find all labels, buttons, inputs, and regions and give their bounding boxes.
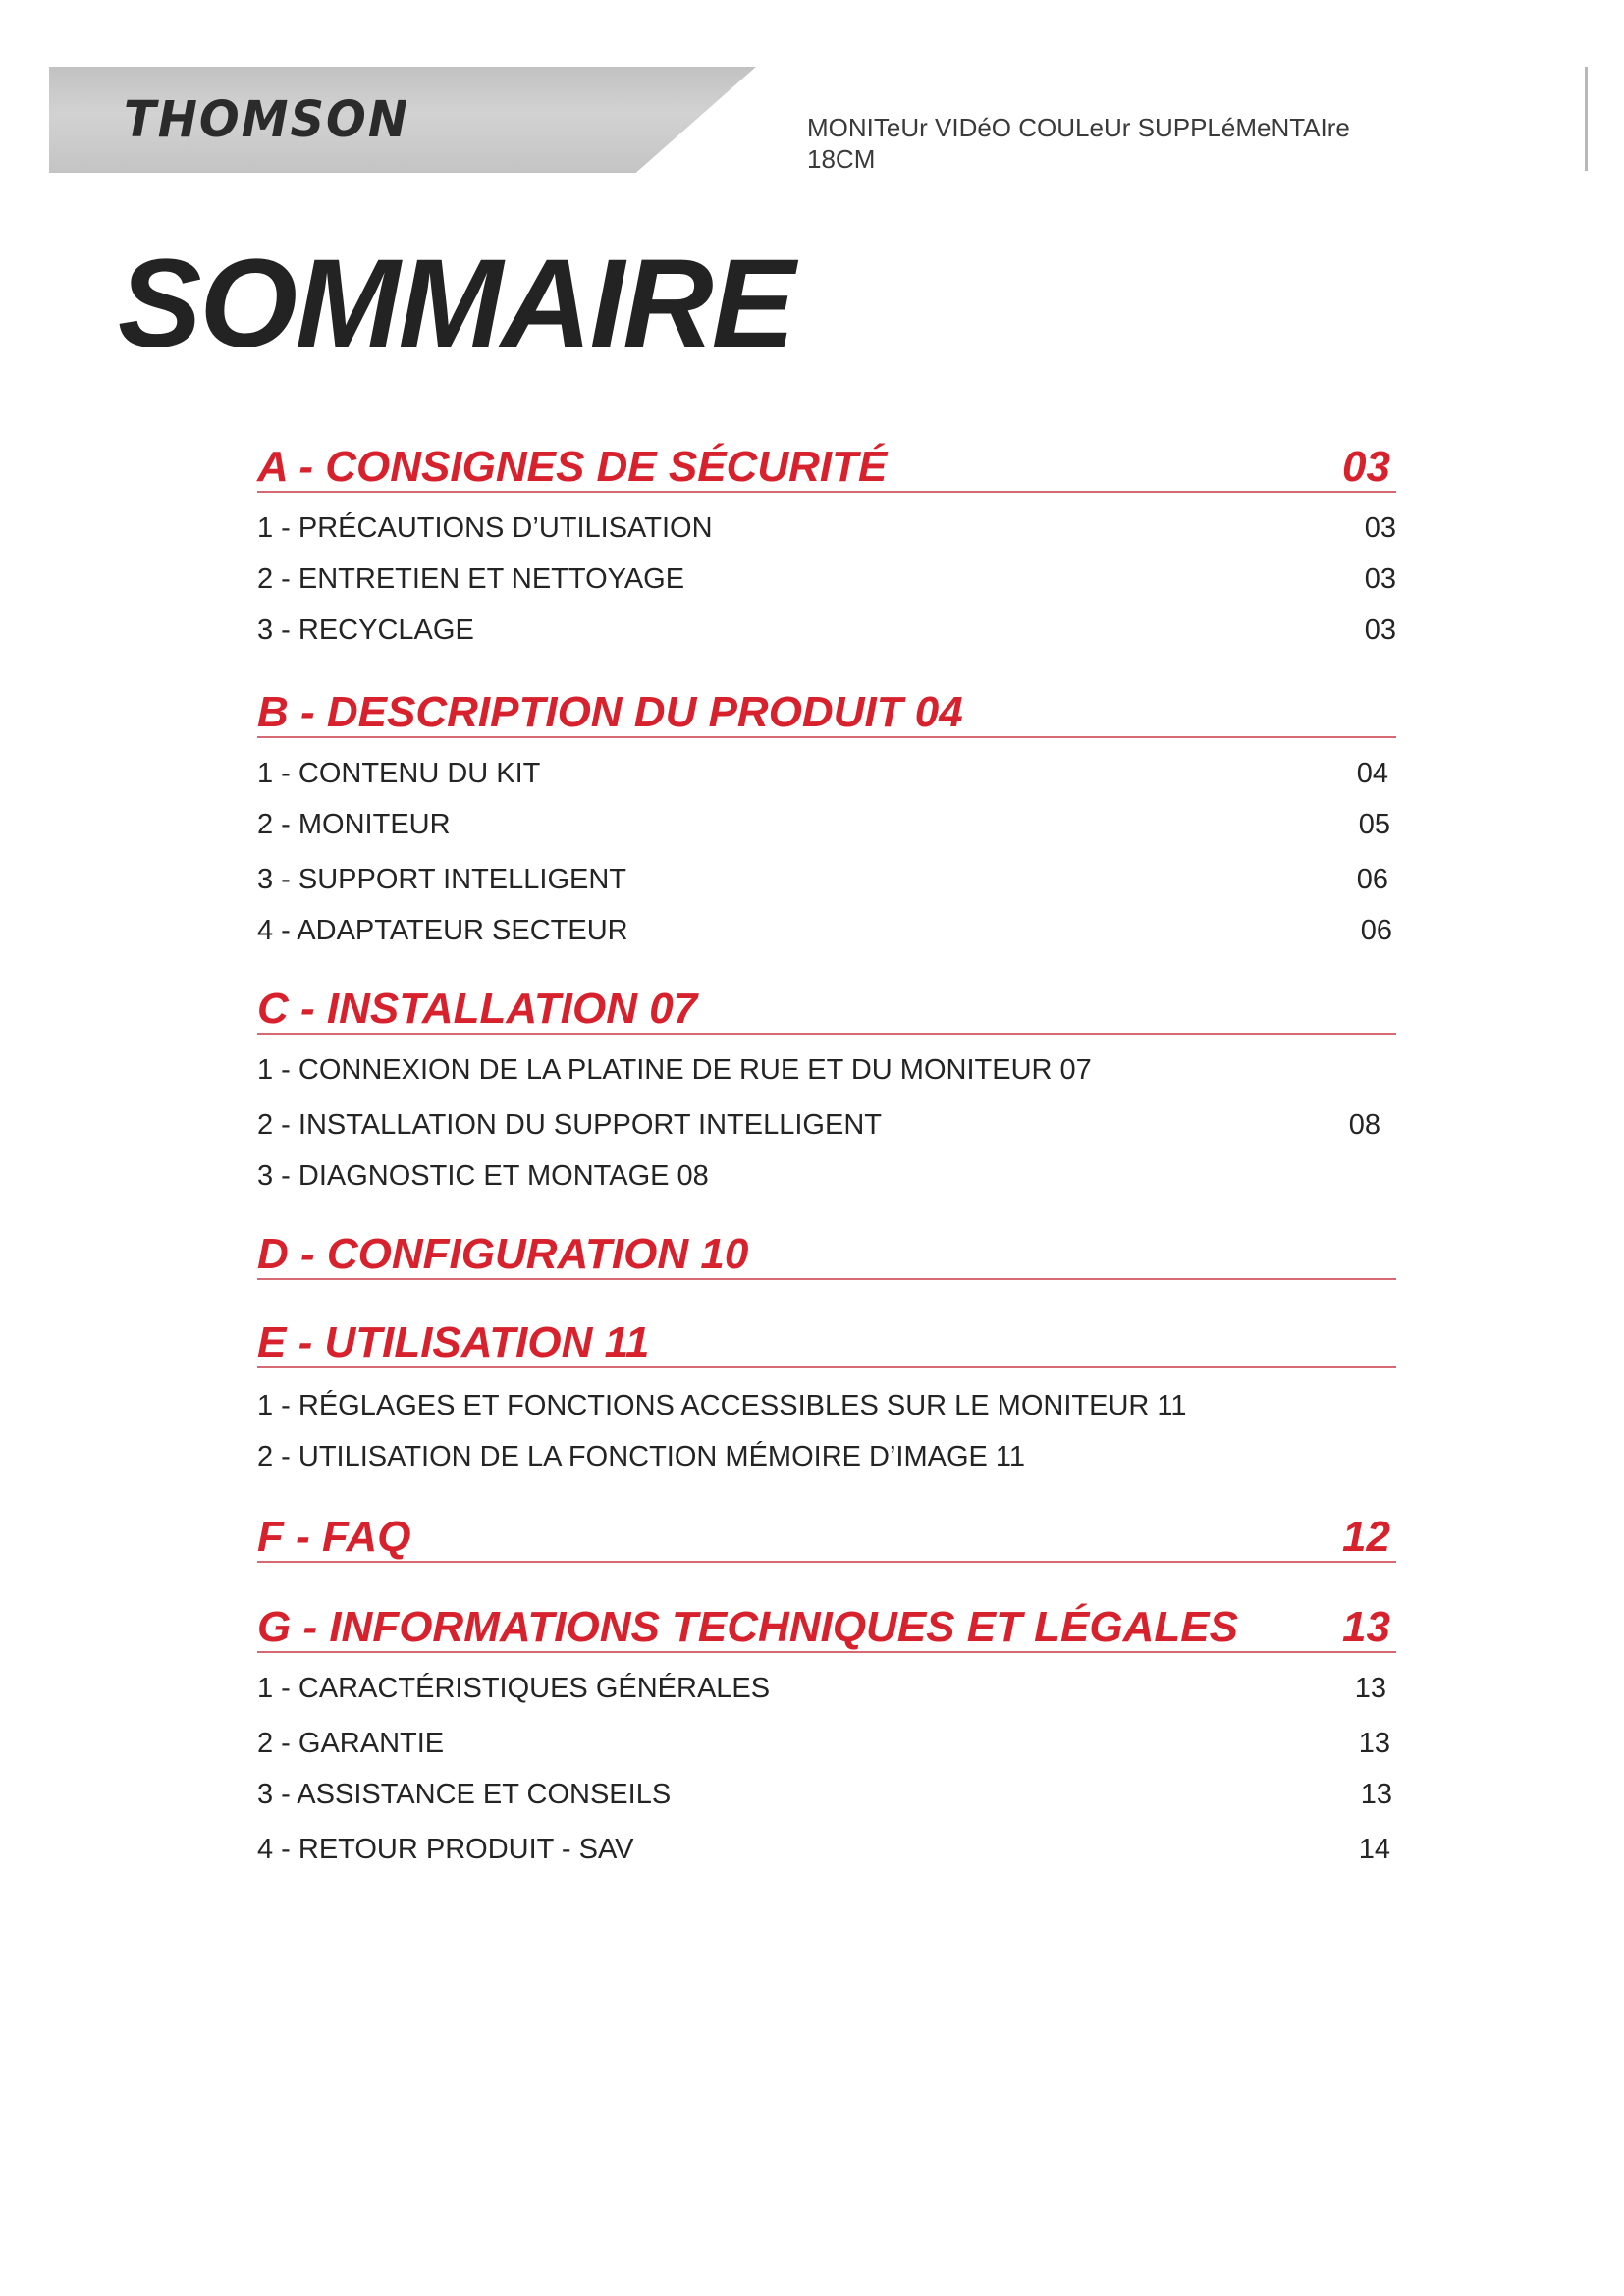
toc-section-e[interactable] — [257, 1319, 1396, 1368]
section-page-number: 13 — [1342, 1603, 1390, 1651]
toc-item-label: 3 - RECYCLAGE — [257, 614, 474, 646]
toc-item-label: 2 - MONITEUR — [257, 809, 451, 840]
toc-item-label: 4 - RETOUR PRODUIT - SAV — [257, 1834, 634, 1865]
section-title: A - CONSIGNES DE SÉCURITÉ — [257, 443, 888, 491]
toc-item-label: 3 - SUPPORT INTELLIGENT — [257, 864, 627, 895]
toc-item-page: 08 — [1348, 1109, 1380, 1141]
toc-item-page: 13 — [1354, 1673, 1386, 1704]
toc-item[interactable] — [257, 1726, 1396, 1761]
toc-item[interactable] — [257, 756, 1396, 791]
toc-item-label: 1 - RÉGLAGES ET FONCTIONS ACCESSIBLES SUR LE MONITEUR 11 — [257, 1390, 1187, 1421]
product-title — [807, 112, 1350, 175]
section-title: C - INSTALLATION 07 — [257, 985, 698, 1033]
toc-item[interactable] — [257, 1052, 1396, 1088]
toc-item[interactable] — [257, 510, 1396, 546]
product-title-line1: MONITeUr VIDéO COULeUr SUPPLéMeNTAIre — [807, 113, 1350, 142]
section-page-number: 03 — [1342, 443, 1390, 491]
section-title: F - FAQ — [257, 1513, 411, 1561]
toc-section-g[interactable] — [257, 1604, 1396, 1653]
toc-item[interactable] — [257, 1388, 1396, 1423]
toc-section-d[interactable] — [257, 1231, 1396, 1280]
toc-item-page: 13 — [1358, 1728, 1390, 1759]
toc-item-page: 04 — [1356, 758, 1388, 789]
toc-item-page: 06 — [1356, 864, 1388, 895]
section-title: D - CONFIGURATION 10 — [257, 1230, 749, 1278]
toc-item-page: 14 — [1358, 1834, 1390, 1865]
section-title: G - INFORMATIONS TECHNIQUES ET LÉGALES — [257, 1603, 1238, 1651]
toc-item-page: 03 — [1364, 563, 1396, 595]
toc-item-page: 03 — [1364, 512, 1396, 544]
toc-section-b[interactable] — [257, 689, 1396, 738]
toc-item[interactable] — [257, 561, 1396, 597]
toc-section-c[interactable] — [257, 986, 1396, 1035]
toc-item-label: 1 - CONTENU DU KIT — [257, 758, 541, 789]
toc-section-a[interactable] — [257, 444, 1396, 493]
toc-item-page: 13 — [1360, 1779, 1392, 1810]
thomson-logo: THOMSON — [124, 90, 410, 149]
toc-item[interactable] — [257, 1107, 1396, 1143]
section-page-number: 12 — [1342, 1513, 1390, 1561]
toc-item-label: 3 - ASSISTANCE ET CONSEILS — [257, 1779, 672, 1810]
toc-item[interactable] — [257, 913, 1396, 948]
header-divider — [1585, 67, 1588, 171]
toc-item-label: 2 - GARANTIE — [257, 1728, 445, 1759]
toc-item[interactable] — [257, 1439, 1396, 1474]
page-title: SOMMAIRE — [118, 234, 793, 374]
toc-item[interactable] — [257, 613, 1396, 648]
toc-item-label: 2 - INSTALLATION DU SUPPORT INTELLIGENT — [257, 1109, 882, 1141]
toc-item[interactable] — [257, 1671, 1396, 1706]
product-title-line2: 18CM — [807, 144, 876, 174]
toc-item-label: 1 - CARACTÉRISTIQUES GÉNÉRALES — [257, 1673, 771, 1704]
toc-item-page: 06 — [1360, 915, 1392, 946]
toc-item-label: 2 - UTILISATION DE LA FONCTION MÉMOIRE D’IMAGE 11 — [257, 1441, 1026, 1472]
section-title: E - UTILISATION 11 — [257, 1318, 650, 1366]
toc-item-label: 2 - ENTRETIEN ET NETTOYAGE — [257, 563, 685, 595]
toc-item-label: 1 - PRÉCAUTIONS D’UTILISATION — [257, 512, 713, 544]
toc-item[interactable] — [257, 807, 1396, 842]
toc-item[interactable] — [257, 1158, 1396, 1194]
toc-item-page: 05 — [1358, 809, 1390, 840]
toc-item[interactable] — [257, 1832, 1396, 1867]
toc-item-page: 03 — [1364, 614, 1396, 646]
toc-section-f[interactable] — [257, 1514, 1396, 1563]
section-title: B - DESCRIPTION DU PRODUIT 04 — [257, 688, 963, 736]
toc-item-label: 4 - ADAPTATEUR SECTEUR — [257, 915, 628, 946]
toc-item-label: 1 - CONNEXION DE LA PLATINE DE RUE ET DU MONITEUR 07 — [257, 1054, 1092, 1086]
toc-item-label: 3 - DIAGNOSTIC ET MONTAGE 08 — [257, 1160, 709, 1192]
toc-item[interactable] — [257, 862, 1396, 897]
toc-item[interactable] — [257, 1777, 1396, 1812]
